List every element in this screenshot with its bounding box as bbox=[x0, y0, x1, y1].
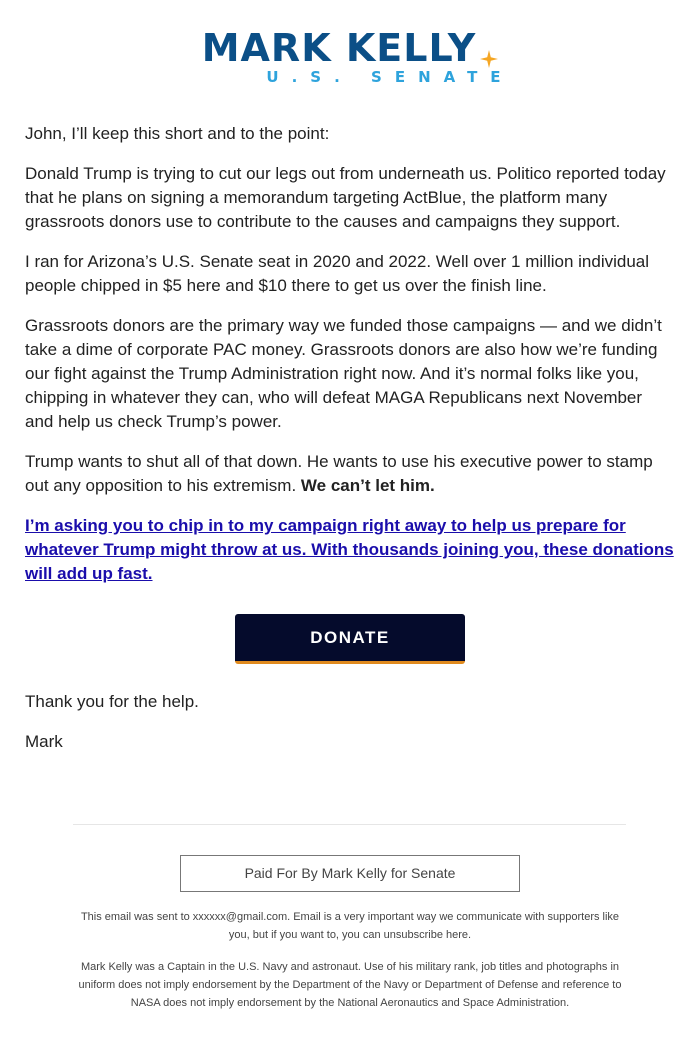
divider bbox=[73, 824, 626, 825]
paragraph: I ran for Arizona’s U.S. Senate seat in 2020 and 2022. Well over 1 million individual people chipped in $5 here and $10 there to get us over the finish line. bbox=[25, 252, 650, 295]
donate-link[interactable]: I’m asking you to chip in to my campaign right away to help us prepare for whatever Trump might throw at us. With thousands joining you, these donations will add up fast. bbox=[25, 516, 674, 583]
paragraph: Donald Trump is trying to cut our legs out from underneath us. Politico reported today that he plans on signing a memorandum targeting ActBlue, the platform many grassroots donors use to contribute to the causes and campaigns they support. bbox=[25, 164, 666, 231]
disclaimer: Mark Kelly was a Captain in the U.S. Navy and astronaut. Use of his military rank, job titles and photographs in uniform does not imply endorsement by the Department of the Navy or Department of Defense and reference to NASA does not imply endorsement by the National Aeronautics and Space Administration. bbox=[78, 961, 622, 1009]
thanks: Thank you for the help. bbox=[25, 692, 199, 711]
donate-button[interactable]: DONATE bbox=[235, 614, 465, 664]
logo-name: MARK KELLY bbox=[201, 26, 477, 70]
paragraph bbox=[25, 450, 675, 498]
paragraph-text: Trump wants to shut all of that down. He wants to use his executive power to stamp out any opposition to his extremism. bbox=[25, 452, 653, 495]
emphasis: We can’t let him. bbox=[300, 476, 435, 495]
star-icon bbox=[480, 50, 498, 68]
logo-subtitle: U.S. SENATE bbox=[266, 68, 514, 86]
sent-to-notice[interactable]: This email was sent to xxxxxx@gmail.com. Email is a very important way we communicate with supporters like you, but if you want to, you can unsubscribe here. bbox=[80, 911, 620, 941]
paid-for-box: Paid For By Mark Kelly for Senate bbox=[180, 855, 520, 892]
signoff: Mark bbox=[25, 732, 63, 751]
footer bbox=[70, 908, 630, 1032]
email-body bbox=[25, 122, 675, 754]
greeting: John, I’ll keep this short and to the point: bbox=[25, 124, 330, 143]
logo-row bbox=[202, 28, 499, 68]
logo bbox=[0, 0, 700, 86]
paragraph: Grassroots donors are the primary way we funded those campaigns — and we didn’t take a dime of corporate PAC money. Grassroots donors are also how we’re funding our fight against the Trump Administration right now. And it’s normal folks like you, chipping in whatever they can, who will defeat MAGA Republicans next November and help us check Trump’s power. bbox=[25, 316, 662, 431]
